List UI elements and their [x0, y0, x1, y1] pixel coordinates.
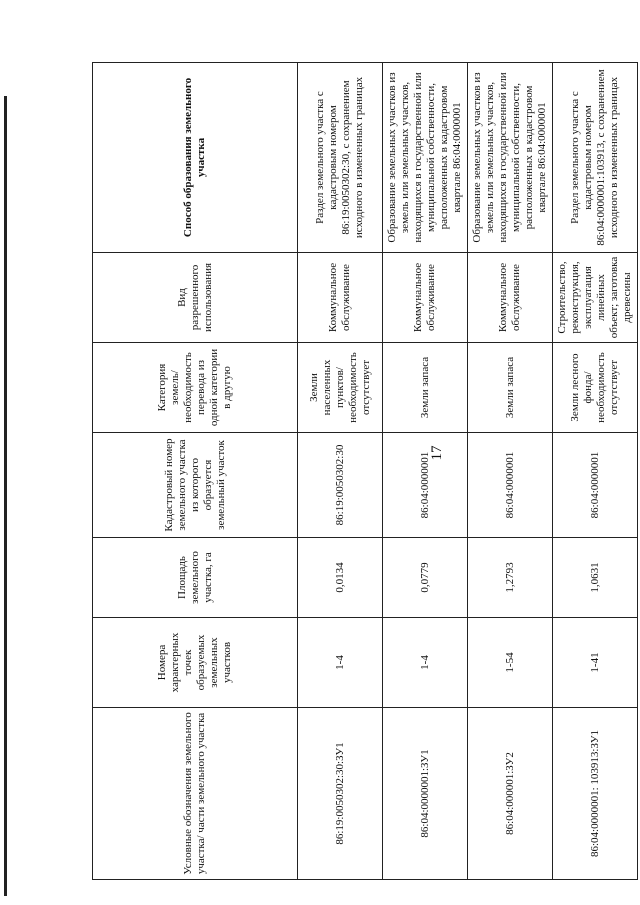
table-cell: Коммунальное обслуживание [298, 253, 383, 343]
table-cell: 86:04:0000001: 103913:ЗУ1 [553, 708, 638, 880]
table-cell: 1,0631 [553, 538, 638, 618]
header-row [93, 63, 298, 880]
table-cell: 86:19:0050302:30:ЗУ1 [298, 708, 383, 880]
table-cell: 1-41 [553, 618, 638, 708]
header-cell: Вид разрешенного использования [93, 253, 298, 343]
table-cell: 86:04:0000001 [468, 433, 553, 538]
table-cell: Земли лесного фонда/ необходимость отсутствует [553, 343, 638, 433]
page-number: 17 [429, 445, 445, 461]
table-cell: 86:04:0000001 [553, 433, 638, 538]
table-cell: 86:19:0050302:30 [298, 433, 383, 538]
table-cell: 86:04:000001:ЗУ2 [468, 708, 553, 880]
header-cell: Кадастровый номер земельного участка из которого образуется земельный участок [93, 433, 298, 538]
table-row [383, 63, 468, 880]
table-cell: Земли запаса [468, 343, 553, 433]
header-cell: Номера характерных точек образуемых земельных участков [93, 618, 298, 708]
header-cell: Способ образования земельного участка [93, 63, 298, 253]
table-cell: 86:04:0000001 [383, 433, 468, 538]
table-cell: 0,0779 [383, 538, 468, 618]
table-row [553, 63, 638, 880]
table-cell: Земли запаса [383, 343, 468, 433]
table-row [468, 63, 553, 880]
rotated-table-container [92, 63, 633, 880]
table-cell: Раздел земельного участка с кадастровым номером 86:04:0000001:103913, с сохранением исходного в измененных границах [553, 63, 638, 253]
header-cell: Условные обозначения земельного участка/ части земельного участка [93, 708, 298, 880]
table-cell: Раздел земельного участка с кадастровым номером 86:19:0050302:30, с сохранением исходного в измененных границах [298, 63, 383, 253]
table-cell: 0,0134 [298, 538, 383, 618]
table-cell: 1-54 [468, 618, 553, 708]
table-cell: 1-4 [383, 618, 468, 708]
table-cell: 1,2793 [468, 538, 553, 618]
table-cell: Образование земельных участков из земель или земельных участков, находящихся в государственной или муниципальной собственности, расположенных в кадастровом квартале 86:04:0000001 [468, 63, 553, 253]
table-cell: Земли населенных пунктов/ необходимость отсутствует [298, 343, 383, 433]
table-cell: 86:04:0000001:ЗУ1 [383, 708, 468, 880]
table-cell: Строительство, реконструкция, эксплуатация линейных объект; заготовка древесины [553, 253, 638, 343]
table-row [298, 63, 383, 880]
table-cell: Образование земельных участков из земель или земельных участков, находящихся в государственной или муниципальной собственности, расположенных в кадастровом квартале 86:04:0000001 [383, 63, 468, 253]
table-cell: Коммунальное обслуживание [468, 253, 553, 343]
header-cell: Площадь земельного участка, га [93, 538, 298, 618]
header-cell: Категория земель/необходимость перевода из одной категории в другую [93, 343, 298, 433]
table-cell: Коммунальное обслуживание [383, 253, 468, 343]
scan-edge-line [4, 96, 7, 896]
land-plot-table [92, 62, 638, 880]
table-cell: 1-4 [298, 618, 383, 708]
